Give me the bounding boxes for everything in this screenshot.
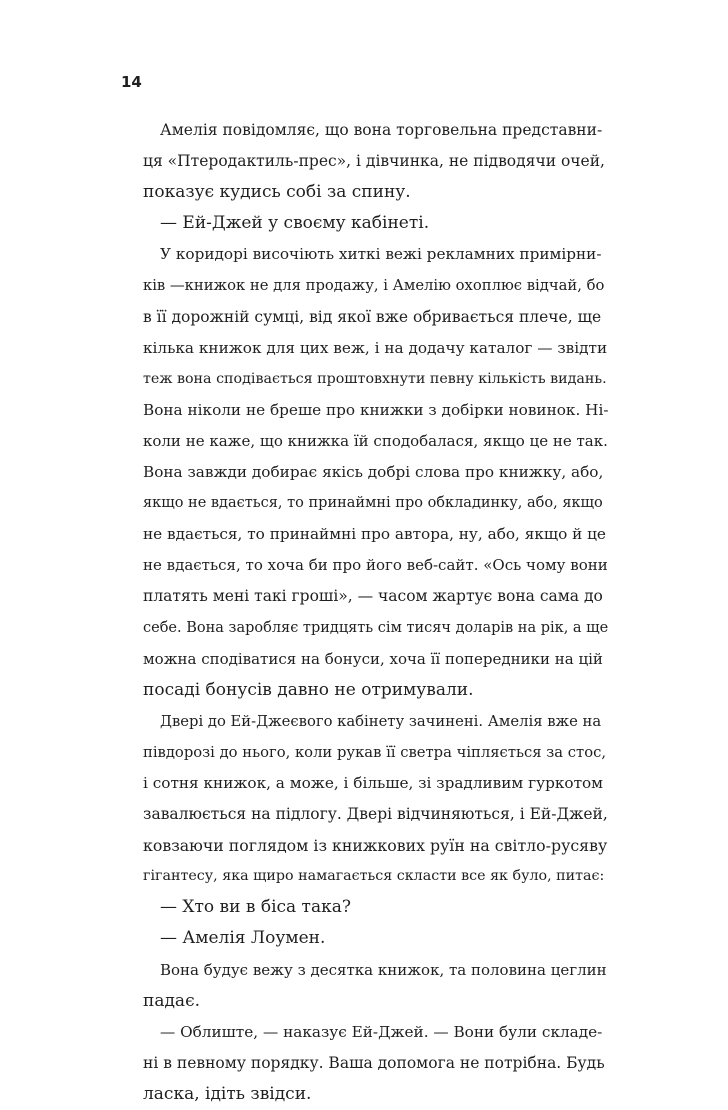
text-line: У коридорі височіють хиткі вежі рекламних примірни- <box>160 245 602 264</box>
text-line: ків —книжок не для продажу, і Амелію охоплює відчай, бо <box>143 277 605 295</box>
page-number: 14 <box>121 73 142 91</box>
text-line: Двері до Ей-Джеєвого кабінету зачинені. Амелія вже на <box>160 712 602 730</box>
text-line: — Ей-Джей у своєму кабінеті. <box>160 213 430 234</box>
text-line: Вона завжди добирає якісь добрі слова про книжку, або, <box>143 463 604 482</box>
text-line: посаді бонусів давно не отримували. <box>143 679 474 700</box>
text-line: ковзаючи поглядом із книжкових руїн на світло-русяву <box>143 836 608 856</box>
text-line: не вдається, то принаймні про автора, ну, або, якщо й це <box>143 525 606 544</box>
text-line: ласка, ідіть звідси. <box>143 1083 312 1104</box>
text-line: — Хто ви в біса така? <box>160 897 351 918</box>
body-text <box>143 115 608 1110</box>
text-line: Вона будує вежу з десятка книжок, та половина цеглин <box>160 960 607 979</box>
text-line: гігантесу, яка щиро намагається скласти все як було, питає: <box>143 868 605 885</box>
text-line: платять мені такі гроші», — часом жартує вона сама до <box>143 587 603 606</box>
text-line: завалюється на підлогу. Двері відчиняються, і Ей-Джей, <box>143 805 608 824</box>
text-line: теж вона сподівається проштовхнути певну кількість видань. <box>143 370 607 387</box>
text-line: можна сподіватися на бонуси, хоча її попередники на цій <box>143 649 603 668</box>
text-line: кілька книжок для цих веж, і на додачу каталог — звідти <box>143 338 608 357</box>
text-line: коли не каже, що книжка їй сподобалася, якщо це не так. <box>143 431 608 450</box>
text-line: якщо не вдається, то принаймні про обкладинку, або, якщо <box>143 495 603 512</box>
text-line: — Амелія Лоумен. <box>160 928 326 949</box>
text-line: не вдається, то хоча би про його веб-сайт. «Ось чому вони <box>143 556 608 575</box>
text-line: ні в певному порядку. Ваша допомога не потрібна. Будь <box>143 1053 605 1072</box>
text-line: Вона ніколи не бреше про книжки з добірки новинок. Ні- <box>143 400 608 419</box>
text-line: в її дорожній сумці, від якої вже обривається плече, ще <box>143 307 602 326</box>
text-line: себе. Вона заробляє тридцять сім тисяч доларів на рік, а ще <box>143 619 608 636</box>
text-line: ця «Птеродактиль-прес», і дівчинка, не підводячи очей, <box>143 152 605 171</box>
text-line: падає. <box>143 990 200 1011</box>
text-line: — Облиште, — наказує Ей-Джей. — Вони були складе- <box>160 1022 603 1041</box>
text-line: Амелія повідомляє, що вона торговельна представни- <box>160 121 603 139</box>
text-line: показує кудись собі за спину. <box>143 182 411 203</box>
text-line: півдорозі до нього, коли рукав її светра чіпляється за стос, <box>143 743 607 761</box>
text-line: і сотня книжок, а може, і більше, зі зрадливим гуркотом <box>143 773 604 792</box>
